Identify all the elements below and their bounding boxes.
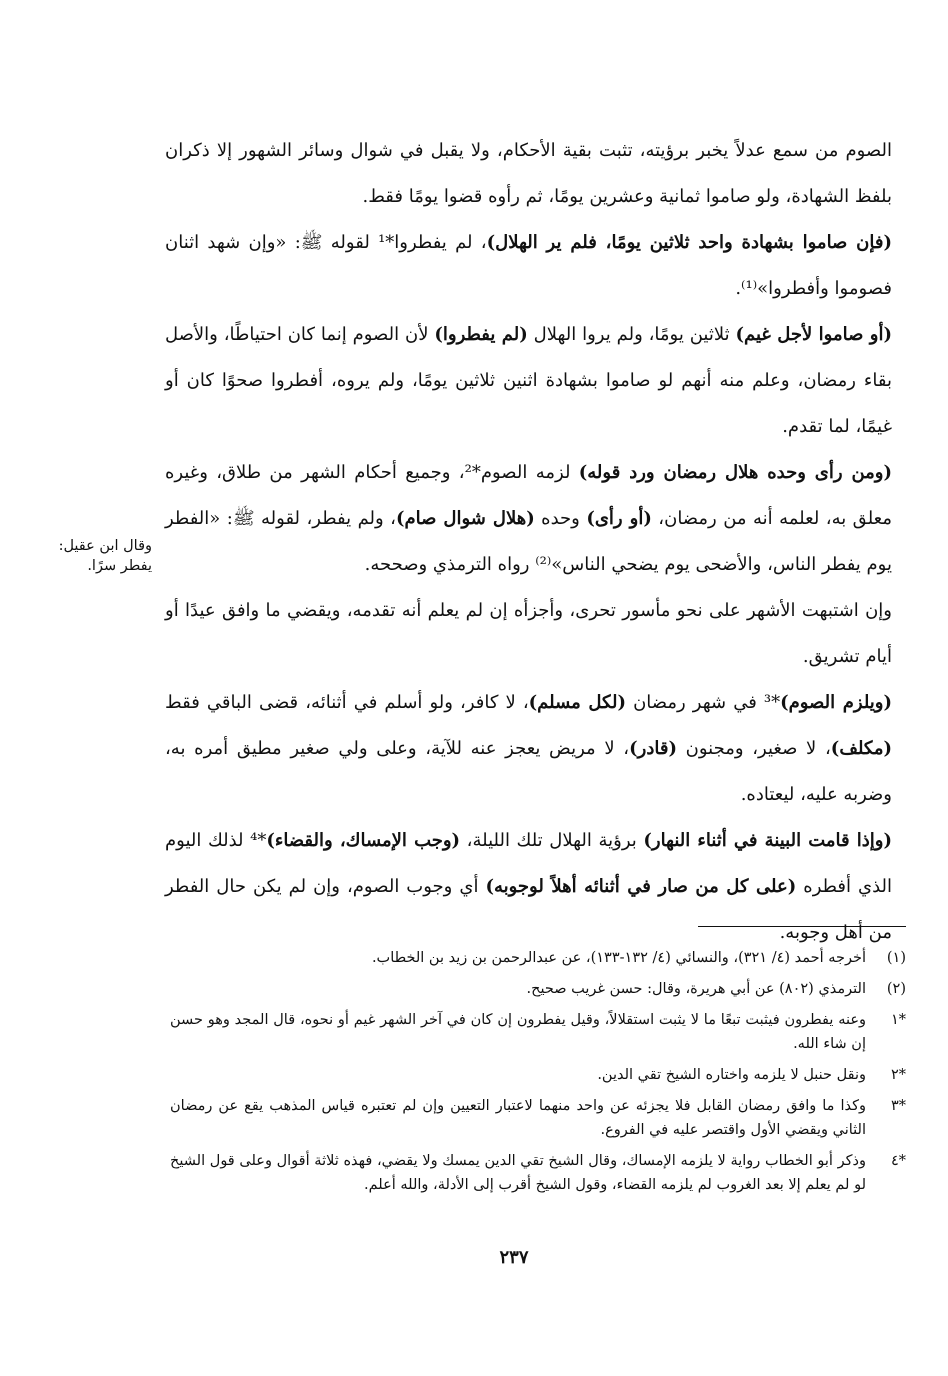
footnote [170, 1063, 906, 1087]
footnote-mark: *١ [890, 1012, 906, 1028]
footnote-mark: *٢ [890, 1067, 906, 1083]
footnote [170, 1008, 906, 1056]
text: ثلاثين يومًا، ولم يروا الهلال [527, 324, 736, 345]
footnote-text: ونقل حنبل لا يلزمه واختاره الشيخ تقي الدين. [597, 1067, 866, 1083]
text: وإن اشتبهت الأشهر على نحو مأسور تحرى، وأجزأه إن لم يعلم أنه تقدمه، ويقضي ما وافق عيدًا أو أيام تشريق. [165, 600, 892, 667]
matn-bold: (لم يفطروا) [434, 324, 528, 345]
matn-bold: (ويلزم الصوم) [780, 692, 893, 713]
page-number: ٢٣٧ [499, 1247, 529, 1268]
text: وحده [534, 508, 587, 529]
text: ، لم يفطروا*¹ لقوله ﷺ: «وإن شهد اثنان فصوموا وأفطروا»⁽¹⁾. [165, 232, 892, 299]
footnote [170, 1149, 906, 1197]
paragraph-5 [165, 588, 892, 680]
text: ، لا مريض يعجز عنه للآية، وعلى ولي صغير مطيق أمره به، وضربه عليه، ليعتاده. [165, 738, 892, 805]
matn-bold: (أو رأى) [586, 508, 652, 529]
text: ، لا كافر، ولو أسلم في أثنائه، قضى الباقي فقط [165, 692, 529, 713]
text: *⁴ لذلك اليوم الذي أفطره [165, 830, 893, 897]
footnote-mark: *٤ [890, 1153, 906, 1169]
text: لأن الصوم إنما كان احتياطًا، والأصل بقاء رمضان، وعلم منه أنهم لو صاموا بشهادة اثنين ثلاثين يومًا، ولم يروه، أفطروا صحوًا كان أو غيمًا، لما تقدم. [165, 324, 892, 437]
paragraph-6 [165, 680, 892, 818]
paragraph-7 [165, 818, 892, 956]
footnote-mark: *٣ [890, 1098, 906, 1114]
paragraph-4 [165, 450, 892, 588]
matn-bold: (على كل من صار في أثنائه أهلاً لوجوبه) [485, 876, 797, 897]
matn-bold: (هلال شوال صام) [396, 508, 535, 529]
footnote-text: أخرجه أحمد (٤/ ٣٢١)، والنسائي (٤/ ١٣٢-١٣٣)، عن عبدالرحمن بن زيد بن الخطاب. [371, 950, 866, 966]
text: ، لا صغير، ومجنون [676, 738, 831, 759]
footnote [170, 1094, 906, 1142]
matn-bold: (ومن رأى وحده هلال رمضان ورد قوله) [578, 462, 892, 483]
paragraph-1 [165, 128, 892, 220]
matn-bold: (وجب الإمساك، والقضاء) [266, 830, 461, 851]
paragraph-2 [165, 220, 892, 312]
footnote [170, 977, 906, 1001]
paragraph-3 [165, 312, 892, 450]
footnote-text: وكذا ما وافق رمضان القابل فلا يجزئه عن واحد منهما لاعتبار التعيين وإن لم تعتبره قياس المذهب يقع عن رمضان الثاني ويقضي الأول واقتصر عليه في الفروع. [170, 1098, 866, 1138]
matn-bold: (قادر) [629, 738, 677, 759]
text: ، ولم يفطر، لقوله ﷺ: «الفطر يوم يفطر الناس، والأضحى يوم يضحي الناس»⁽²⁾ رواه الترمذي وصححه. [165, 508, 892, 575]
matn-bold: (وإذا قامت البينة في أثناء النهار) [643, 830, 892, 851]
footnote [170, 946, 906, 970]
text: لزمه الصوم*²، وجميع أحكام الشهر من طلاق، وغيره معلق به، لعلمه أنه من رمضان، [165, 462, 892, 529]
text: برؤية الهلال تلك الليلة، [460, 830, 644, 851]
matn-bold: (أو صاموا لأجل غيم) [735, 324, 893, 345]
footnote-text: وذكر أبو الخطاب رواية لا يلزمه الإمساك، وقال الشيخ تقي الدين يمسك ولا يقضي، فهذه ثلاثة أقوال وعلى قول الشيخ لو لم يعلم إلا بعد الغروب لم يلزمه القضاء، وقول الشيخ أقرب إلى الأدلة، والله أعلم. [170, 1153, 866, 1193]
margin-note: وقال ابن عقيل: يفطر سرًا. [58, 538, 152, 574]
footnote-mark: (٢) [886, 981, 906, 997]
footnote-divider [698, 926, 906, 927]
main-text [165, 128, 892, 956]
text: الصوم من سمع عدلاً يخبر برؤيته، تثبت بقية الأحكام، ولا يقبل في شوال وسائر الشهور إلا ذكران بلفظ الشهادة، ولو صاموا ثمانية وعشرين يومًا، ثم رأوه قضوا يومًا فقط. [165, 140, 892, 207]
footnote-text: الترمذي (٨٠٢) عن أبي هريرة، وقال: حسن غريب صحيح. [526, 981, 866, 997]
matn-bold: (مكلف) [830, 738, 893, 759]
footnote-text: وعنه يفطرون فيثبت تبعًا ما لا يثبت استقلالاً، وقيل يفطرون إن كان في آخر الشهر غيم أو نحوه، قال المجد وهو حسن إن شاء الله. [170, 1012, 866, 1052]
text: أي وجوب الصوم، وإن لم يكن حال الفطر من أهل وجوبه. [165, 876, 892, 943]
footnote-mark: (١) [886, 950, 906, 966]
matn-bold: (لكل مسلم) [528, 692, 627, 713]
footnotes [170, 946, 906, 1204]
text: *³ في شهر رمضان [626, 692, 781, 713]
matn-bold: (فإن صاموا بشهادة واحد ثلاثين يومًا، فلم ير الهلال) [486, 232, 892, 253]
